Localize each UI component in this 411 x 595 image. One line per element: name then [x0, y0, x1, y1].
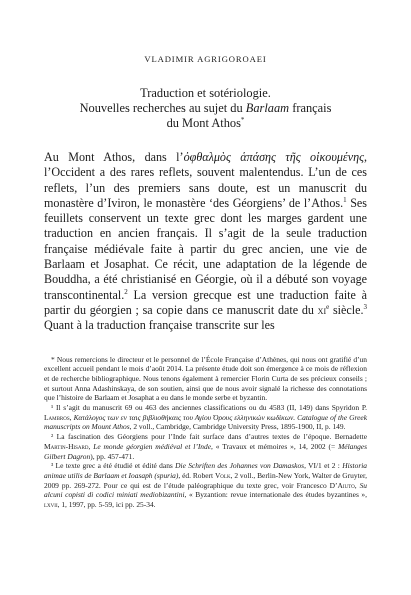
footnote-2: [44, 432, 367, 461]
footnotes: [44, 355, 367, 510]
footnote-1-sep: ,: [69, 412, 74, 422]
footnote-2-journal: , « Travaux et mémoires », 14, 2002 (=: [211, 441, 339, 451]
article-title: [44, 86, 367, 131]
footnote-3-journal: , « Byzantion: revue internationale des études byzantines »,: [184, 490, 367, 500]
footnote-3-work-title: Historia animae utilis de Barlaam et Ioasaph (spuria): [44, 461, 367, 480]
title-line-1: Traduction et sotériologie.: [140, 86, 271, 100]
footnote-1: [44, 403, 367, 432]
footnote-3: [44, 461, 367, 510]
body-text-5: siècle.: [329, 302, 364, 317]
footnote-1-tail: , 2 voll., Cambridge, Cambridge University Press, 1895-1900, II, p. 149.: [129, 422, 346, 432]
footnote-3-ed: , éd. Robert: [178, 471, 215, 480]
footnote-3-sep: ,: [354, 480, 360, 490]
century-suffix: e: [326, 302, 330, 311]
footnote-3-volume: lxvii: [44, 500, 58, 510]
greek-quote: ὀφθαλμὸς ἁπάσης τῆς οἰκουμένης: [183, 150, 364, 164]
footnote-3-article-title: Su alcuni copisti di codici miniati mediobizantini: [44, 480, 368, 500]
footnote-ref-1: 1: [343, 195, 347, 204]
footnote-3-publisher: , 2 voll., Berlin-New York, Walter de Gruyter, 2009 pp. 269-272. Pour ce qui est de l’étude paléographique du texte grec, voir Francesco D’: [44, 471, 367, 490]
title-line-2-start: Nouvelles recherches au sujet du: [79, 101, 246, 115]
footnote-1-catalogue-title: Κατάλογος των εν ταις βιβλιοθήκαις του Αγίου Όρους ελληνικών κωδίκων. Catalogue of the Greek manuscripts on Mount Athos: [44, 412, 368, 432]
title-barlaam: Barlaam: [245, 101, 290, 115]
body-text-1: Au Mont Athos, dans l’: [44, 150, 184, 164]
century-numeral: xi: [317, 302, 327, 317]
title-line-2-end: français: [289, 101, 332, 115]
footnote-3-series-title: Die Schriften des Johannes von Damaskos: [175, 461, 305, 471]
author-name: VLADIMIR AGRIGOROAEI: [144, 54, 267, 64]
footnote-3-vol: , VI/1 et 2 :: [304, 461, 343, 471]
footnote-ref-3: 3: [363, 302, 367, 311]
footnote-3-author: Aiuto: [337, 480, 355, 490]
body-text-6: Quant à la traduction française transcrite sur les: [44, 318, 275, 333]
footnote-3-text: ³ Le texte grec a été étudié et édité dans: [51, 461, 176, 471]
footnote-1-author: Lambros: [44, 412, 70, 422]
title-line-3: [44, 116, 367, 131]
footnote-2-article-title: Le monde géorgien médiéval et l’Inde: [93, 441, 212, 451]
footnote-3-pages: , 1, 1997, pp. 5-59, ici pp. 25-34.: [57, 500, 156, 510]
footnote-2-sep: ,: [88, 441, 94, 451]
title-line-2: [44, 101, 367, 116]
title-footnote-mark: *: [240, 115, 245, 124]
footnote-2-pages: ), pp. 457-471.: [90, 451, 135, 461]
footnote-1-text: ¹ Il s’agit du manuscrit 69 ou 463 des anciennes classifications ou du 4583 (II, 149) dans Spyridon P.: [51, 403, 367, 413]
footnote-3-editor: Volk: [214, 471, 231, 480]
title-line-3-text: du Mont Athos: [166, 116, 241, 130]
footnote-2-volume-title: Mélanges Gilbert Dagron: [44, 441, 367, 461]
footnote-ref-2: 2: [124, 287, 128, 296]
body-text-2: , l’Occident a des rares reflets, souvent malentendus. L’un de ces reflets, l’un des premiers sans doute, est un manuscrit du monastère d’Iviron, le monastère ‘des Géorgiens’ de l’Athos.: [44, 150, 368, 210]
body-text-4: La version grecque est une traduction faite à partir du géorgien ; sa copie dans ce manuscrit date du: [44, 287, 367, 317]
footnote-acknowledgement: * Nous remercions le directeur et le personnel de l’École Française d’Athènes, qui nous ont gratifié d’un excellent accueil pendant le mois d’août 2014. La présente étude doit son émergence à ce mois de réflexion et de recherche bibliographique. Nous tenons également à remercier Florin Curta de ses précieux conseils ; et surtout Anna Adashinskaya, de son soutien, ainsi que de nous avoir signalé la richesse des connotations que l’histoire de Barlaam et Josaphat a eu dans le monde serbe et byzantin.: [44, 354, 367, 403]
footnote-2-text: ² La fascination des Géorgiens pour l’Inde fait surface dans d’autres textes de l’époque. Bernadette: [51, 432, 367, 442]
body-text-3: Ses feuillets conservent un texte grec dont les marges gardent une traduction en ancien français. Il s’agit de la seule traduction française médiévale faite à partir du grec ancien, une vie de Barlaam et Josaphat. Ce récit, une adaptation de la légende de Bouddha, a été christianisé en Géorgie, où il a débuté son voyage transcontinental.: [44, 195, 367, 302]
body-paragraph: [44, 150, 367, 334]
footnote-2-author: Martin-Hisard: [44, 441, 89, 451]
